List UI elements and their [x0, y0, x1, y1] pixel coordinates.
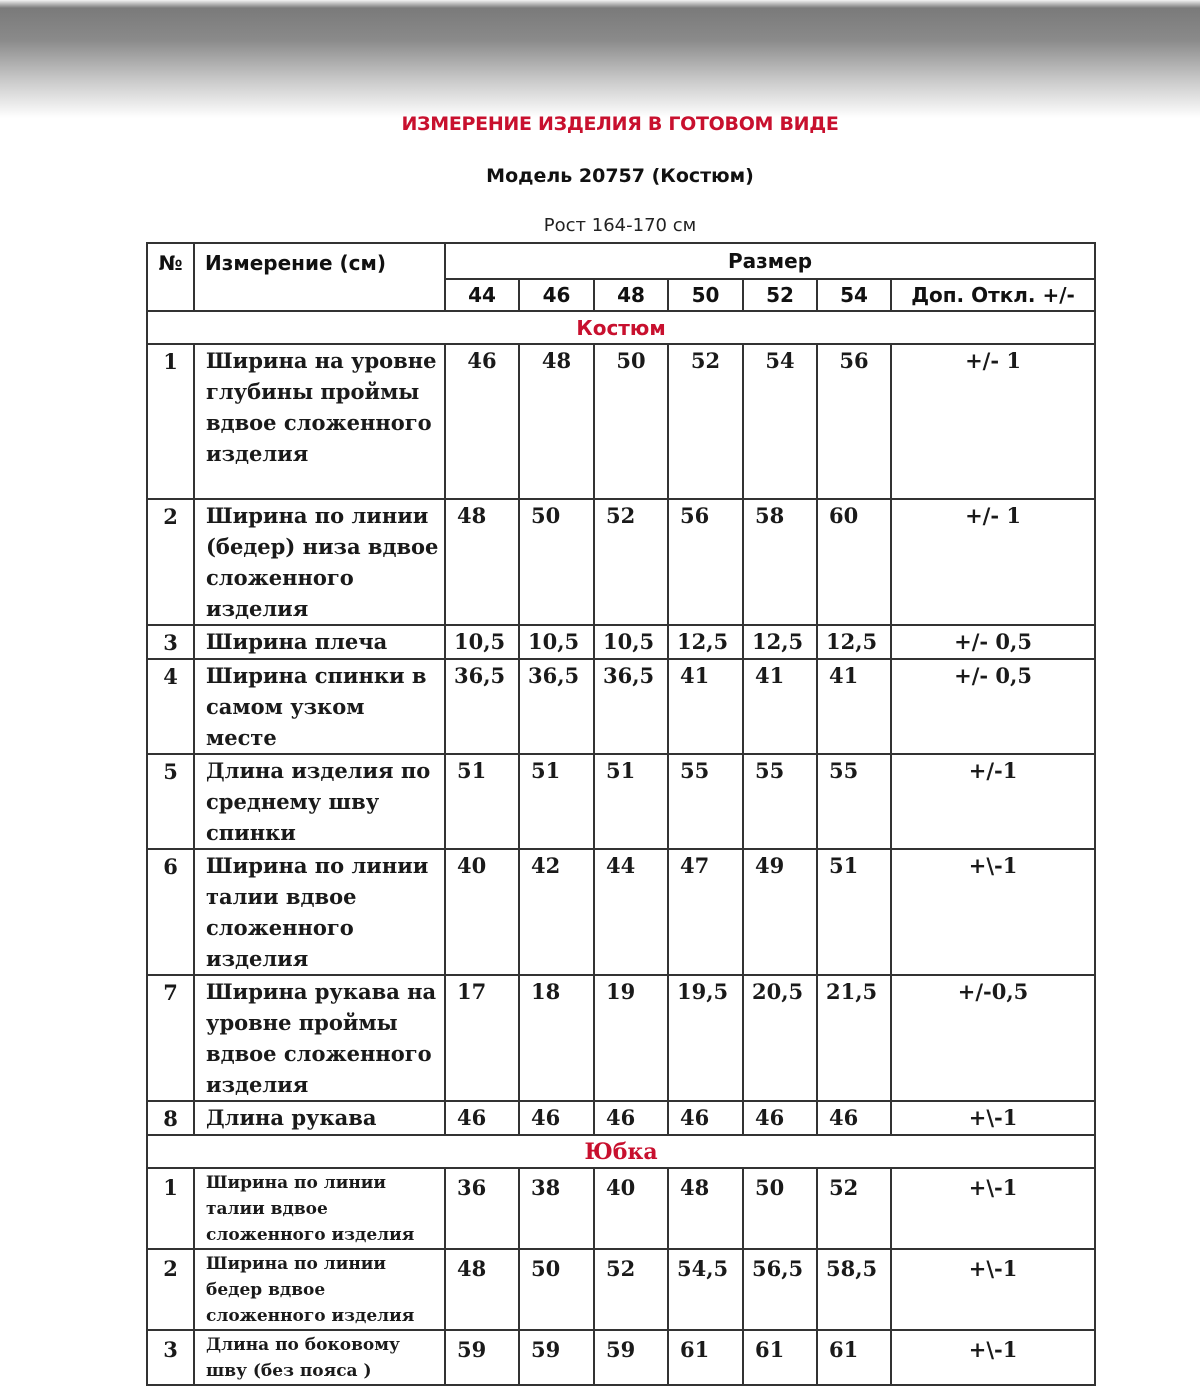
value-48: 52	[594, 1249, 668, 1330]
value-44: 59	[445, 1330, 519, 1385]
table-row	[147, 499, 1095, 625]
value-52: 12,5	[743, 625, 817, 659]
row-number: 3	[147, 1330, 194, 1385]
value-44: 51	[445, 754, 519, 849]
value-52: 46	[743, 1101, 817, 1135]
value-44: 36	[445, 1168, 519, 1249]
value-46: 42	[519, 849, 594, 975]
section-row-suit	[147, 311, 1095, 344]
value-50: 41	[668, 659, 743, 754]
value-46: 50	[519, 1249, 594, 1330]
size-header-44: 44	[445, 279, 519, 311]
tolerance-value: +\-1	[891, 1101, 1095, 1135]
column-header-measure: Измерение (см)	[194, 243, 445, 311]
value-50: 56	[668, 499, 743, 625]
measure-name: Ширина плеча	[194, 625, 445, 659]
value-50: 55	[668, 754, 743, 849]
value-48: 10,5	[594, 625, 668, 659]
value-44: 48	[445, 499, 519, 625]
value-54: 58,5	[817, 1249, 891, 1330]
value-44: 36,5	[445, 659, 519, 754]
section-row-skirt	[147, 1135, 1095, 1168]
value-54: 61	[817, 1330, 891, 1385]
value-44: 40	[445, 849, 519, 975]
row-number: 5	[147, 754, 194, 849]
value-46: 38	[519, 1168, 594, 1249]
size-header-52: 52	[743, 279, 817, 311]
tolerance-value: +/- 1	[891, 344, 1095, 499]
value-54: 21,5	[817, 975, 891, 1101]
measure-name: Длина изделия по среднему шву спинки	[194, 754, 445, 849]
header-row-1	[147, 243, 1095, 279]
value-50: 12,5	[668, 625, 743, 659]
value-52: 56,5	[743, 1249, 817, 1330]
value-52: 54	[743, 344, 817, 499]
size-header-50: 50	[668, 279, 743, 311]
measure-name: Ширина на уровне глубины проймы вдвое сложенного изделия	[194, 344, 445, 499]
value-48: 44	[594, 849, 668, 975]
section-title-skirt: Юбка	[147, 1135, 1095, 1168]
value-54: 46	[817, 1101, 891, 1135]
measure-name: Ширина по линии талии вдвое сложенного изделия	[194, 1168, 445, 1249]
size-header-48: 48	[594, 279, 668, 311]
value-44: 46	[445, 1101, 519, 1135]
height-label: Рост 164-170 см	[543, 215, 697, 236]
value-48: 51	[594, 754, 668, 849]
row-number: 6	[147, 849, 194, 975]
measure-name: Ширина рукава на уровне проймы вдвое сложенного изделия	[194, 975, 445, 1101]
tolerance-value: +\-1	[891, 1330, 1095, 1385]
value-54: 41	[817, 659, 891, 754]
value-48: 50	[594, 344, 668, 499]
value-54: 60	[817, 499, 891, 625]
value-46: 10,5	[519, 625, 594, 659]
value-54: 51	[817, 849, 891, 975]
value-50: 52	[668, 344, 743, 499]
value-50: 46	[668, 1101, 743, 1135]
row-number: 8	[147, 1101, 194, 1135]
measure-name: Ширина по линии (бедер) низа вдвое сложенного изделия	[194, 499, 445, 625]
row-number: 3	[147, 625, 194, 659]
value-44: 46	[445, 344, 519, 499]
value-46: 46	[519, 1101, 594, 1135]
tolerance-value: +/-1	[891, 754, 1095, 849]
model-label: Модель 20757 (Костюм)	[486, 165, 754, 187]
value-46: 48	[519, 344, 594, 499]
value-50: 19,5	[668, 975, 743, 1101]
value-44: 10,5	[445, 625, 519, 659]
value-48: 36,5	[594, 659, 668, 754]
tolerance-value: +/- 0,5	[891, 625, 1095, 659]
value-52: 55	[743, 754, 817, 849]
section-title-suit: Костюм	[147, 311, 1095, 344]
table-row	[147, 975, 1095, 1101]
table-row	[147, 849, 1095, 975]
value-46: 59	[519, 1330, 594, 1385]
measure-name: Длина рукава	[194, 1101, 445, 1135]
value-52: 61	[743, 1330, 817, 1385]
value-48: 19	[594, 975, 668, 1101]
size-header-54: 54	[817, 279, 891, 311]
tolerance-value: +\-1	[891, 1249, 1095, 1330]
value-44: 48	[445, 1249, 519, 1330]
row-number: 1	[147, 344, 194, 499]
value-46: 50	[519, 499, 594, 625]
tolerance-value: +/-0,5	[891, 975, 1095, 1101]
column-header-size: Размер	[445, 243, 1095, 279]
measure-name: Ширина по линии бедер вдвое сложенного изделия	[194, 1249, 445, 1330]
value-52: 49	[743, 849, 817, 975]
value-46: 18	[519, 975, 594, 1101]
measure-name: Ширина спинки в самом узком месте	[194, 659, 445, 754]
measurement-table	[146, 242, 1096, 1386]
value-50: 47	[668, 849, 743, 975]
column-header-tolerance: Доп. Откл. +/-	[891, 279, 1095, 311]
table-row	[147, 625, 1095, 659]
tolerance-value: +/- 0,5	[891, 659, 1095, 754]
column-header-number: №	[147, 243, 194, 311]
top-shadow-band	[0, 0, 1200, 118]
table-row	[147, 1101, 1095, 1135]
row-number: 1	[147, 1168, 194, 1249]
table-row	[147, 1168, 1095, 1249]
value-48: 52	[594, 499, 668, 625]
value-48: 46	[594, 1101, 668, 1135]
value-50: 48	[668, 1168, 743, 1249]
row-number: 2	[147, 499, 194, 625]
table-row	[147, 659, 1095, 754]
value-48: 40	[594, 1168, 668, 1249]
value-52: 58	[743, 499, 817, 625]
value-46: 36,5	[519, 659, 594, 754]
value-44: 17	[445, 975, 519, 1101]
row-number: 2	[147, 1249, 194, 1330]
table-row	[147, 754, 1095, 849]
value-50: 54,5	[668, 1249, 743, 1330]
measure-name: Ширина по линии талии вдвое сложенного изделия	[194, 849, 445, 975]
row-number: 4	[147, 659, 194, 754]
table-row	[147, 1330, 1095, 1385]
value-52: 41	[743, 659, 817, 754]
document-title: ИЗМЕРЕНИЕ ИЗДЕЛИЯ В ГОТОВОМ ВИДЕ	[401, 113, 839, 135]
measure-name: Длина по боковому шву (без пояса )	[194, 1330, 445, 1385]
value-54: 12,5	[817, 625, 891, 659]
size-header-46: 46	[519, 279, 594, 311]
value-48: 59	[594, 1330, 668, 1385]
value-50: 61	[668, 1330, 743, 1385]
value-54: 55	[817, 754, 891, 849]
table-row	[147, 344, 1095, 499]
row-number: 7	[147, 975, 194, 1101]
table-row	[147, 1249, 1095, 1330]
value-54: 52	[817, 1168, 891, 1249]
value-52: 50	[743, 1168, 817, 1249]
tolerance-value: +\-1	[891, 849, 1095, 975]
tolerance-value: +/- 1	[891, 499, 1095, 625]
value-52: 20,5	[743, 975, 817, 1101]
value-54: 56	[817, 344, 891, 499]
tolerance-value: +\-1	[891, 1168, 1095, 1249]
value-46: 51	[519, 754, 594, 849]
